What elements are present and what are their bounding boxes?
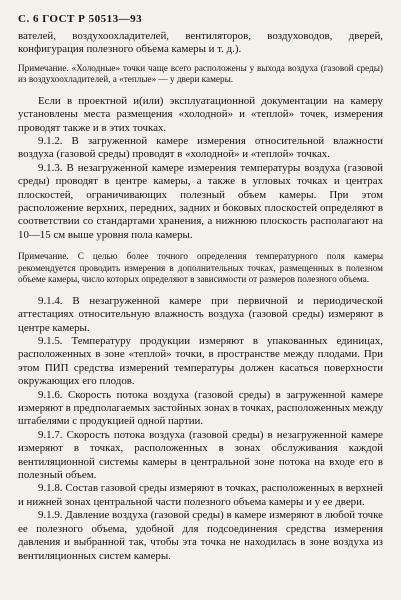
- paragraph-9-1-9: 9.1.9. Давление воздуха (газовой среды) в камере измеряют в любой точке ее полезного объема, удобной для подсоединения средства измерения давления и выбранной так, чтобы эта точка не находилась в зоне воздуха из вентиляционных систем камеры.: [18, 509, 383, 562]
- page-header: С. 6 ГОСТ Р 50513—93: [18, 13, 143, 25]
- paragraph-9-1-6: 9.1.6. Скорость потока воздуха (газовой среды) в загруженной камере измеряют в предполагаемых застойных зонах в точках, расположенных между штабелями с продукцией одной партии.: [18, 388, 384, 428]
- paragraph-9-1-8: 9.1.8. Состав газовой среды измеряют в точках, расположенных в верхней и нижней зонах центральной части полезного объема камеры и у ее двери.: [18, 482, 383, 508]
- note-cold-warm-points: Примечание. «Холодные» точки чаще всего расположены у выхода воздуха (газовой среды) из воздухоохладителей, а «теплые» — у двери камеры.: [18, 62, 383, 85]
- note-temperature-field: Примечание. С целью более точного определения температурного поля камеры рекомендуется проводить измерения в дополнительных точках, размещенных в полезном объеме камеры, число которых определяют в зависимости от размеров полезного объема.: [18, 251, 383, 285]
- paragraph-9-1-5: 9.1.5. Температуру продукции измеряют в упакованных единицах, расположенных в зоне «теплой» точки, в пространстве между плодами. При этом ПИП средства измерений температуры должен касаться поверхности окружающих его плодов.: [18, 335, 383, 388]
- paragraph-9-1-4: 9.1.4. В незагруженной камере при первичной и периодической аттестациях относительную влажность воздуха (газовой среды) измеряют в центре камеры.: [18, 294, 383, 334]
- paragraph-continuation: вателей, воздухоохладителей, вентиляторов, воздуховодов, дверей, конфигурация полезного объема камеры и т. д.).: [18, 30, 383, 56]
- paragraph-9-1-7: 9.1.7. Скорость потока воздуха (газовой среды) в незагруженной камере измеряют в точках, расположенных в зонах обслуживания каждой вентиляционной системы камеры в центральной зоне потока на входе его в полезный объем.: [18, 428, 383, 482]
- paragraph-9-1-2: 9.1.2. В загруженной камере измерения относительной влажности воздуха (газовой среды) проводят в «холодной» и «теплой» точках.: [18, 135, 383, 161]
- paragraph-design-documentation: Если в проектной и(или) эксплуатационной документации на камеру установлены места размещения «холодной» и «теплой» точек, измерения проводят также и в этих точках.: [18, 94, 383, 134]
- paragraph-9-1-3: 9.1.3. В незагруженной камере измерения температуры воздуха (газовой среды) проводят в центре камеры, а также в угловых точках и центрах плоскостей, ограничивающих полезный объем камеры. При этом расположение верхних, передних, задних и боковых плоскостей определяют в соответствии со стандартами хранения, а нижнюю плоскость располагают на 10—15 см выше уровня пола камеры.: [18, 161, 383, 241]
